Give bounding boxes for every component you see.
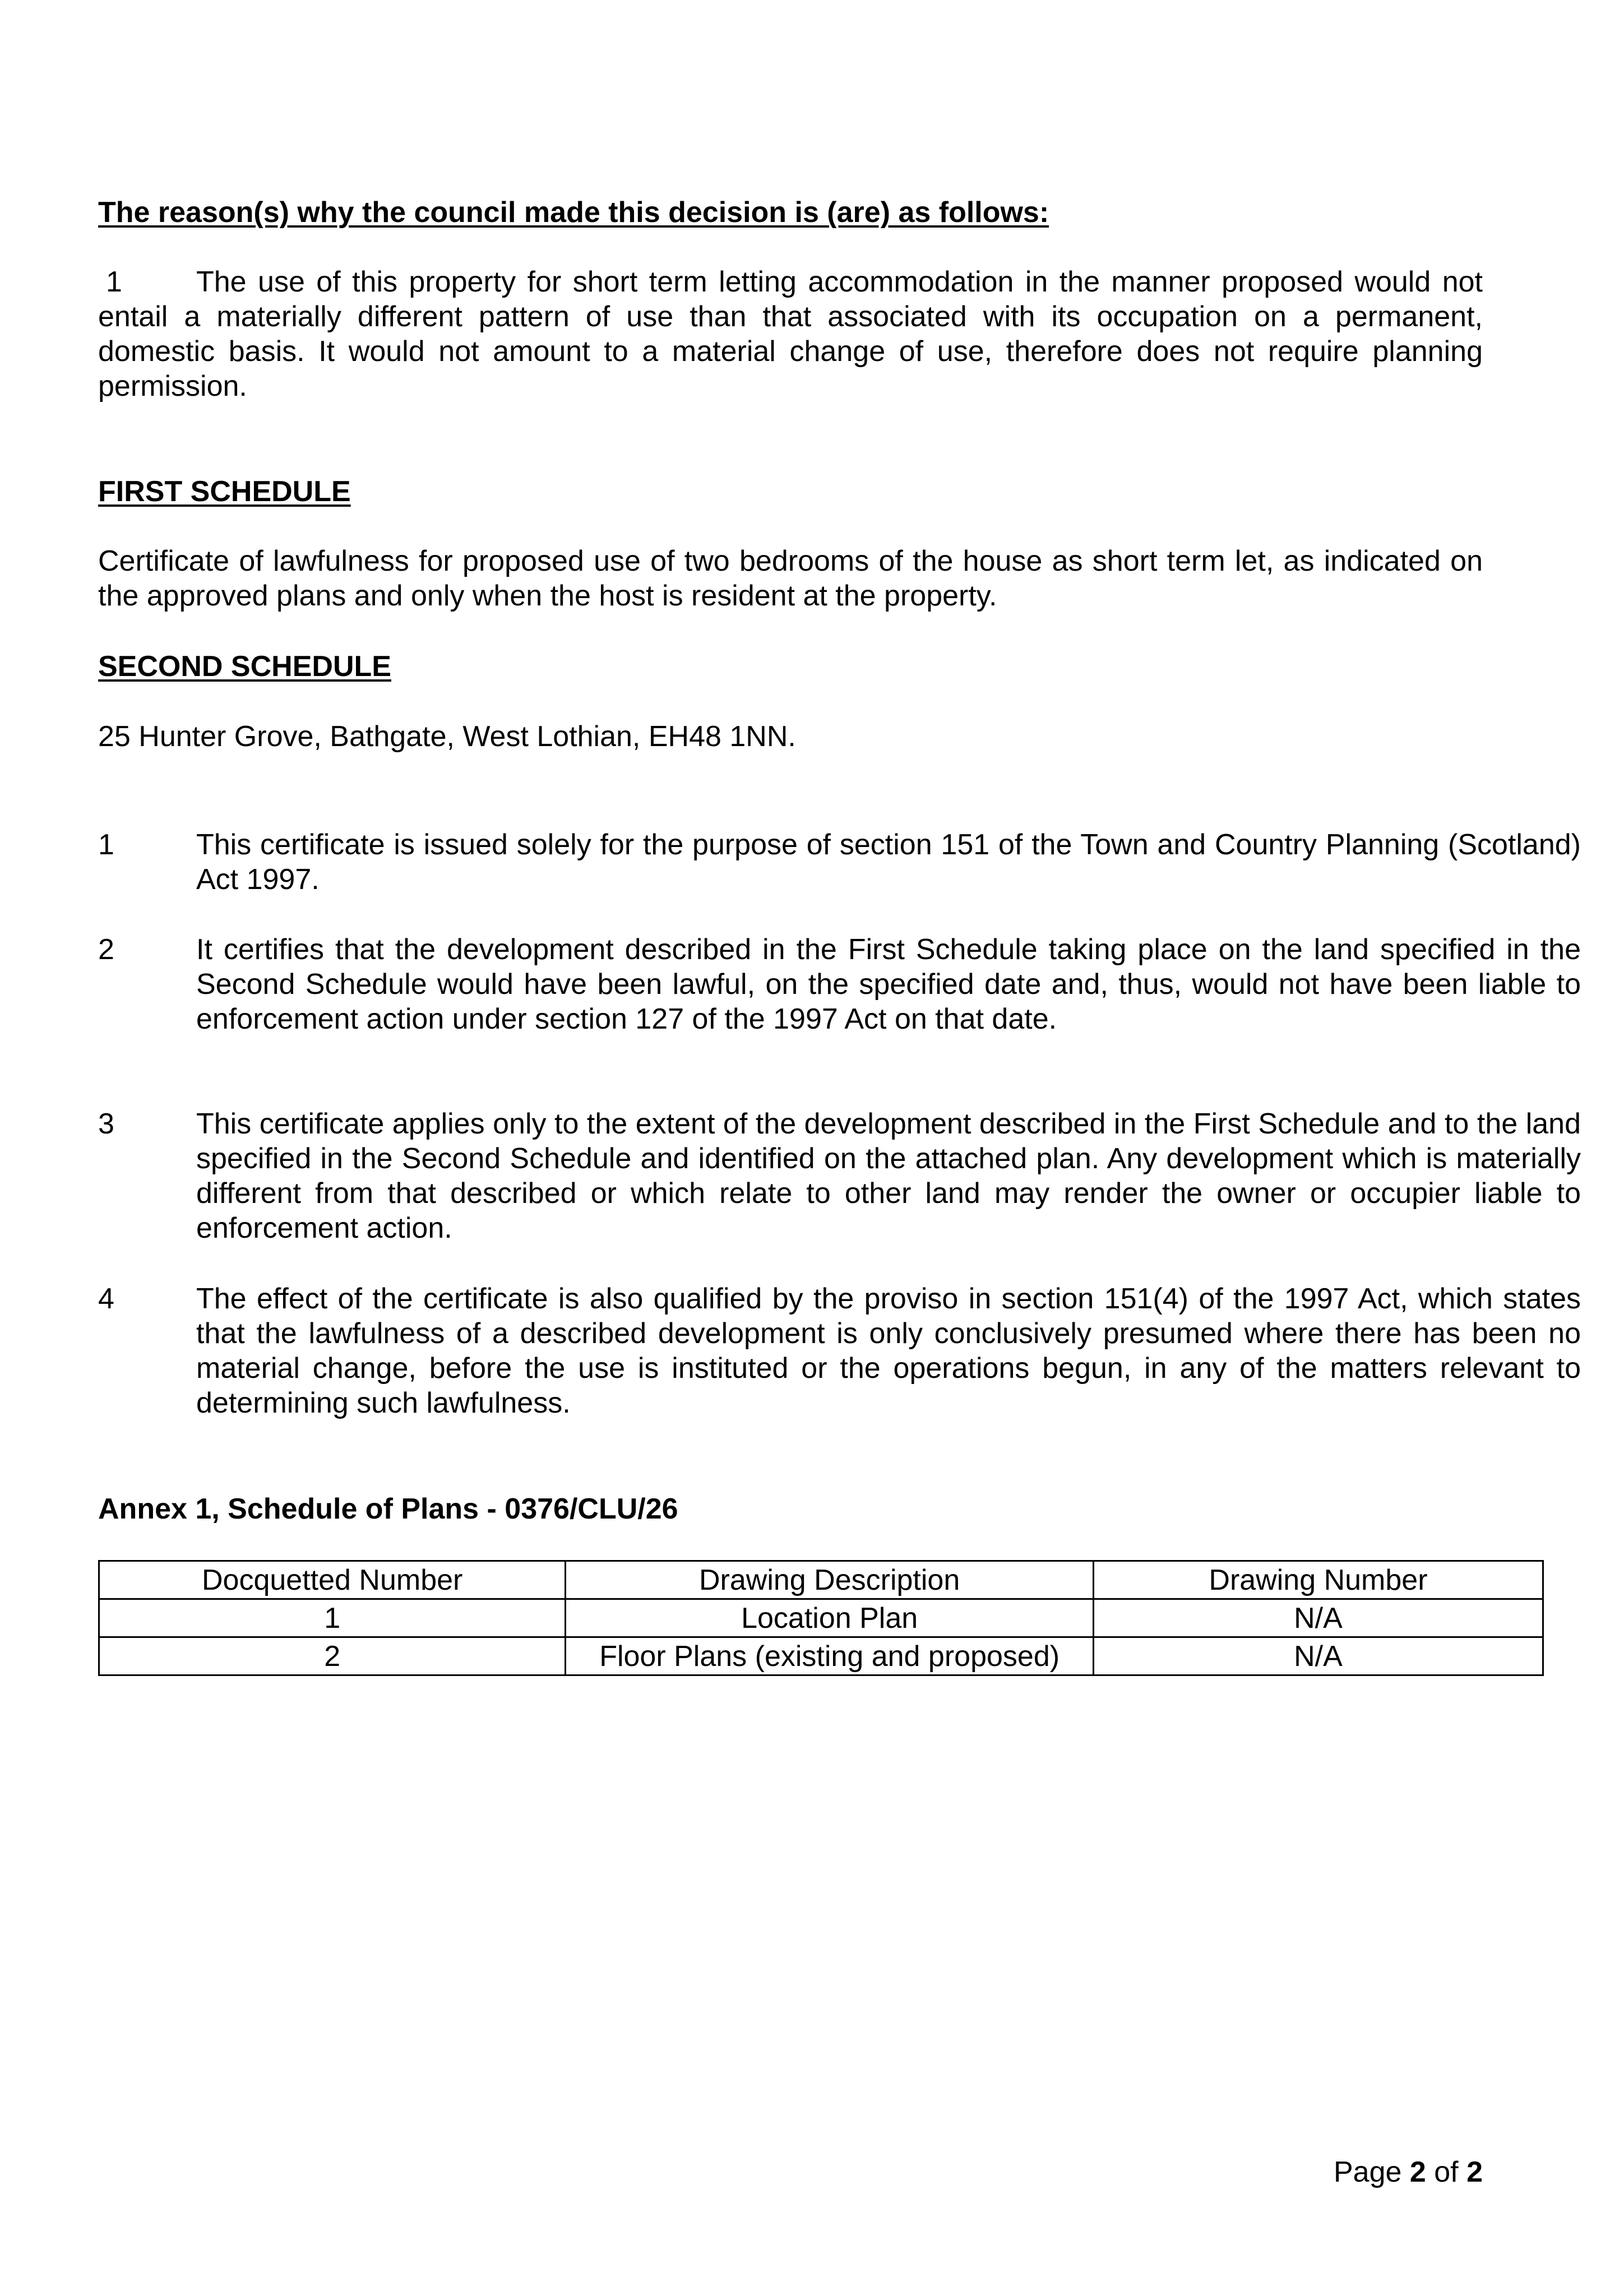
of-word: of [1434, 2156, 1459, 2188]
current-page: 2 [1409, 2156, 1426, 2188]
page-word: Page [1333, 2156, 1402, 2188]
reason-item [98, 265, 1483, 405]
total-pages: 2 [1466, 2156, 1483, 2188]
reason-number: 1 [106, 266, 122, 298]
note-item [98, 1107, 1581, 1247]
reasons-heading: The reason(s) why the council made this decision is (are) as follows: [98, 196, 1049, 229]
reason-text: The use of this property for short term letting accommodation in the manner proposed would not entail a materially different pattern of use than that associated with its occupation on a permanent, domestic basis. It would not amount to a material change of use, therefore does not require planning permission. [98, 266, 1483, 402]
note-number: 1 [98, 828, 114, 861]
first-schedule-heading: FIRST SCHEDULE [98, 475, 351, 508]
table-cell: 1 [99, 1599, 566, 1637]
note-item [98, 1281, 1581, 1422]
table-cell: Location Plan [566, 1599, 1094, 1637]
note-number: 3 [98, 1108, 114, 1140]
column-header: Drawing Number [1093, 1561, 1543, 1599]
column-header: Docquetted Number [99, 1561, 566, 1599]
table-header-row [99, 1561, 1543, 1599]
table-cell: N/A [1093, 1599, 1543, 1637]
annex-heading: Annex 1, Schedule of Plans - 0376/CLU/26 [98, 1493, 678, 1525]
note-item [98, 932, 1581, 1072]
table-row [99, 1637, 1543, 1675]
note-text: It certifies that the development described in the First Schedule taking place on the land specified in the Second Schedule would have been lawful, on the specified date and, thus, would not have been liable to enforcement action under section 127 of the 1997 Act on that date. [196, 933, 1581, 1035]
note-text: This certificate is issued solely for the purpose of section 151 of the Town and Country Planning (Scotland) Act 1997. [196, 828, 1581, 896]
column-header: Drawing Description [566, 1561, 1094, 1599]
second-schedule-heading: SECOND SCHEDULE [98, 650, 391, 683]
table-row [99, 1599, 1543, 1637]
note-item [98, 827, 1581, 900]
table-cell: Floor Plans (existing and proposed) [566, 1637, 1094, 1675]
note-number: 4 [98, 1283, 114, 1315]
schedule-of-plans-table [98, 1560, 1544, 1676]
page-number [1273, 2155, 1483, 2189]
table-cell: N/A [1093, 1637, 1543, 1675]
table-cell: 2 [99, 1637, 566, 1675]
note-number: 2 [98, 933, 114, 966]
note-text: This certificate applies only to the extent of the development described in the First Schedule and to the land specified in the Second Schedule and identified on the attached plan. Any development which is materially different from that described or which relate to other land may render the owner or occupier liable to enforcement action. [196, 1108, 1581, 1244]
first-schedule-text: Certificate of lawfulness for proposed use of two bedrooms of the house as short term let, as indicated on the approved plans and only when the host is resident at the property. [98, 545, 1483, 612]
second-schedule-text: 25 Hunter Grove, Bathgate, West Lothian, EH48 1NN. [98, 720, 796, 753]
note-text: The effect of the certificate is also qualified by the proviso in section 151(4) of the 1997 Act, which states that the lawfulness of a described development is only conclusively presumed where there has been no material change, before the use is instituted or the operations begun, in any of the matters relevant to determining such lawfulness. [196, 1283, 1581, 1419]
